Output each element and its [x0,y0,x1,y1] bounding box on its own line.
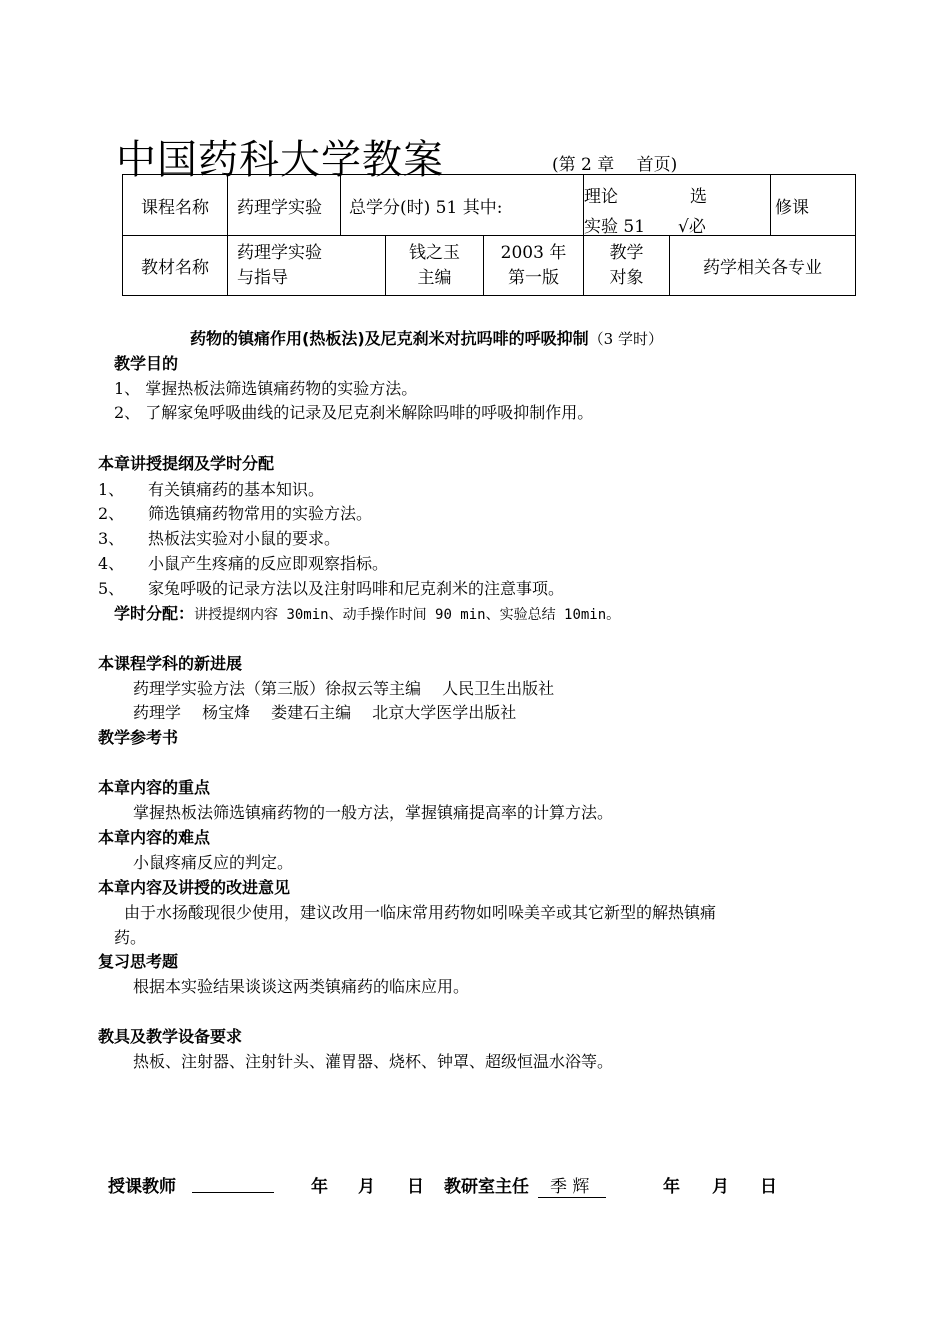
teacher-day: 日 [407,1177,424,1197]
outline-item-number: 5、 [98,579,125,598]
textbook-label: 教材名称 [123,236,228,296]
director-year: 年 [663,1177,680,1197]
teacher-signature-blank [192,1174,274,1193]
outline-item-text: 小鼠产生疼痛的反应即观察指标。 [148,554,389,573]
equipment-text: 热板、注射器、注射针头、灌胃器、烧杯、钟罩、超级恒温水浴等。 [133,1052,614,1071]
edition-number: 第一版 [508,267,559,288]
outline-item-number: 2、 [98,504,125,523]
review-text: 根据本实验结果谈谈这两类镇痛药的临床应用。 [133,977,470,996]
teacher-label: 授课教师 [108,1177,176,1197]
teacher-month: 月 [358,1177,375,1197]
course-info-table [122,174,856,296]
outline-heading: 本章讲授提纲及学时分配 [98,454,275,473]
textbook-edition [484,236,584,296]
outline-item-text: 热板法实验对小鼠的要求。 [148,529,341,548]
reference-heading: 教学参考书 [98,728,179,747]
time-allocation-text: 讲授提纲内容 30min、动手操作时间 90 min、实验总结 10min。 [194,607,621,623]
target-value: 药学相关各专业 [670,236,856,296]
hours-breakdown-cell [584,175,771,236]
lesson-title: 药物的镇痛作用(热板法)及尼克刹米对抗吗啡的呼吸抑制 [190,329,589,348]
director-label: 教研室主任 [444,1177,529,1197]
lesson-title-row [190,326,663,349]
outline-item-text: 有关镇痛药的基本知识。 [148,480,325,499]
progress-item: 药理学 杨宝烽 娄建石主编 北京大学医学出版社 [133,703,517,722]
course-name-label: 课程名称 [123,175,228,236]
experiment-hours: 实验 51 [584,216,646,237]
target-label [584,236,670,296]
director-day: 日 [760,1177,777,1197]
chapter-info: (第 2 章 首页) [552,155,678,175]
textbook-name-line1: 药理学实验 [237,242,322,263]
improvement-heading: 本章内容及讲授的改进意见 [98,878,291,897]
edition-year: 2003 年 [500,242,567,263]
objectives-heading: 教学目的 [114,354,179,373]
course-type: 修课 [771,175,856,236]
outline-item-text: 家兔呼吸的记录方法以及注射吗啡和尼克刹米的注意事项。 [148,579,565,598]
outline-item-number: 3、 [98,529,125,548]
outline-item-text: 筛选镇痛药物常用的实验方法。 [148,504,373,523]
textbook-name [228,236,386,296]
objective-item: 2、 了解家兔呼吸曲线的记录及尼克刹米解除吗啡的呼吸抑制作用。 [114,403,594,422]
lesson-hours: （3 学时） [588,330,663,348]
improvement-text-line2: 药。 [114,928,147,947]
target-label-line1: 教学 [609,242,644,263]
time-allocation [114,601,620,624]
improvement-text-line1: 由于水扬酸现很少使用，建议改用一临床常用药物如吲哚美辛或其它新型的解热镇痛 [124,903,717,922]
required-mark: √必 [678,216,706,237]
review-heading: 复习思考题 [98,952,179,971]
key-points-heading: 本章内容的重点 [98,778,211,797]
editor-name: 钱之玉 [409,242,460,263]
elective-label: 选 [690,186,708,207]
difficulty-heading: 本章内容的难点 [98,828,211,847]
outline-item-number: 1、 [98,480,125,499]
objective-item: 1、 掌握热板法筛选镇痛药物的实验方法。 [114,379,418,398]
key-points-text: 掌握热板法筛选镇痛药物的一般方法，掌握镇痛提高率的计算方法。 [133,803,614,822]
director-month: 月 [712,1177,729,1197]
document-title: 中国药科大学教案 [116,137,444,183]
course-name-value: 药理学实验 [228,175,341,236]
progress-item: 药理学实验方法（第三版）徐叔云等主编 人民卫生出版社 [133,679,555,698]
textbook-editor [386,236,484,296]
equipment-heading: 教具及教学设备要求 [98,1027,243,1046]
theory-label: 理论 [584,186,619,207]
credits-cell: 总学分(时) 51 其中: [341,175,584,236]
teacher-year: 年 [311,1177,328,1197]
director-name: 季 辉 [538,1172,606,1198]
outline-item-number: 4、 [98,554,125,573]
progress-heading: 本课程学科的新进展 [98,654,243,673]
textbook-name-line2: 与指导 [237,267,288,288]
time-allocation-label: 学时分配： [114,604,195,623]
editor-role: 主编 [417,267,452,288]
target-label-line2: 对象 [609,267,644,288]
difficulty-text: 小鼠疼痛反应的判定。 [133,853,294,872]
